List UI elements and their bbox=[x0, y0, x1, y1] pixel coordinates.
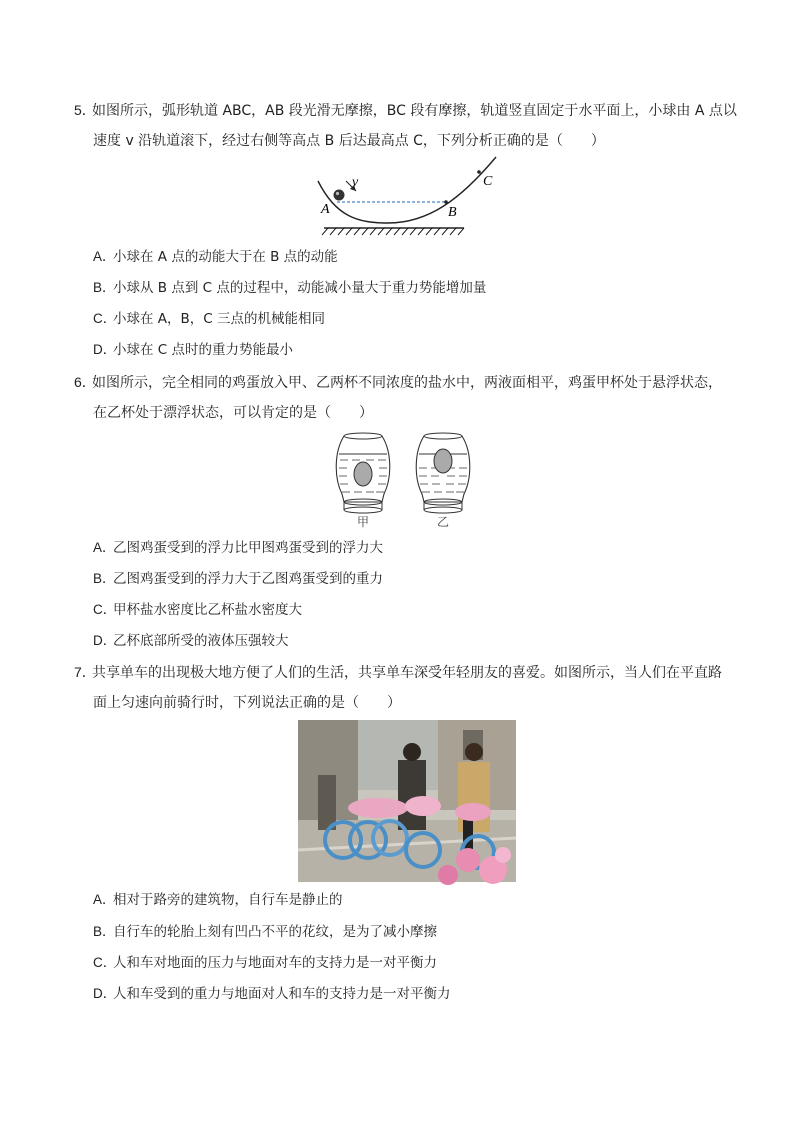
question-text: 如图所示，弧形轨道 ABC，AB 段光滑无摩擦，BC 段有摩擦，轨道竖直固定于水平面上，小球由 A 点以 bbox=[92, 103, 737, 119]
cup-left bbox=[336, 433, 390, 513]
option-label: C． bbox=[93, 311, 117, 326]
option-label: D． bbox=[93, 342, 117, 357]
option-6B bbox=[93, 569, 383, 589]
question-7-line1 bbox=[74, 662, 722, 683]
option-label: C． bbox=[93, 602, 117, 617]
option-text: 乙图鸡蛋受到的浮力大于乙图鸡蛋受到的重力 bbox=[113, 571, 383, 587]
option-5C bbox=[93, 309, 325, 329]
question-number: 6． bbox=[74, 374, 96, 390]
cup-right bbox=[416, 433, 470, 513]
option-5D bbox=[93, 340, 293, 360]
option-text: 小球在 A 点的动能大于在 B 点的动能 bbox=[113, 249, 338, 265]
question-6-line2: 在乙杯处于漂浮状态，可以肯定的是（ ） bbox=[93, 405, 373, 421]
question-text: 共享单车的出现极大地方便了人们的生活，共享单车深受年轻朋友的喜爱。如图所示，当人们在平直路 bbox=[92, 665, 722, 681]
track-diagram bbox=[310, 155, 493, 240]
option-7D bbox=[93, 984, 451, 1004]
option-text: 乙杯底部所受的液体压强较大 bbox=[113, 633, 289, 649]
option-label: B． bbox=[93, 571, 116, 586]
option-text: 小球在 C 点时的重力势能最小 bbox=[113, 342, 294, 358]
egg-cups-diagram bbox=[330, 430, 480, 528]
option-text: 小球从 B 点到 C 点的过程中，动能减小量大于重力势能增加量 bbox=[113, 280, 487, 296]
label-B: B bbox=[448, 205, 457, 220]
shared-bike-photo bbox=[298, 720, 516, 882]
option-5B bbox=[93, 278, 486, 298]
question-text: 如图所示，完全相同的鸡蛋放入甲、乙两杯不同浓度的盐水中，两液面相平，鸡蛋甲杯处于悬浮状态， bbox=[92, 375, 722, 391]
option-label: A． bbox=[93, 249, 116, 264]
label-A: A bbox=[321, 202, 330, 217]
option-text: 相对于路旁的建筑物，自行车是静止的 bbox=[113, 892, 343, 908]
label-C: C bbox=[483, 174, 493, 189]
question-number: 5． bbox=[74, 102, 96, 118]
option-text: 自行车的轮胎上刻有凹凸不平的花纹，是为了减小摩擦 bbox=[113, 924, 437, 940]
option-label: B． bbox=[93, 924, 116, 939]
option-text: 人和车受到的重力与地面对人和车的支持力是一对平衡力 bbox=[113, 986, 451, 1002]
option-label: C． bbox=[93, 955, 117, 970]
option-label: D． bbox=[93, 633, 117, 648]
option-text: 小球在 A，B，C 三点的机械能相同 bbox=[113, 311, 326, 327]
question-6-line1 bbox=[74, 372, 722, 393]
option-label: A． bbox=[93, 540, 116, 555]
question-number: 7． bbox=[74, 664, 96, 680]
option-5A bbox=[93, 247, 338, 267]
option-text: 乙图鸡蛋受到的浮力比甲图鸡蛋受到的浮力大 bbox=[113, 540, 383, 556]
label-yi: 乙 bbox=[436, 515, 450, 529]
option-label: D． bbox=[93, 986, 117, 1001]
option-7A bbox=[93, 890, 343, 910]
label-v: v bbox=[352, 175, 359, 190]
option-7B bbox=[93, 922, 437, 942]
option-6A bbox=[93, 538, 383, 558]
option-text: 人和车对地面的压力与地面对车的支持力是一对平衡力 bbox=[113, 955, 437, 971]
option-label: B． bbox=[93, 280, 116, 295]
question-7-line2: 面上匀速向前骑行时，下列说法正确的是（ ） bbox=[93, 695, 401, 711]
label-jia: 甲 bbox=[356, 515, 370, 529]
option-7C bbox=[93, 953, 437, 973]
option-6C bbox=[93, 600, 302, 620]
question-5-line2: 速度 v 沿轨道滚下，经过右侧等高点 B 后达最高点 C，下列分析正确的是（ ） bbox=[93, 133, 605, 149]
option-6D bbox=[93, 631, 289, 651]
option-label: A． bbox=[93, 892, 116, 907]
option-text: 甲杯盐水密度比乙杯盐水密度大 bbox=[113, 602, 302, 618]
question-5-line1 bbox=[74, 100, 737, 121]
